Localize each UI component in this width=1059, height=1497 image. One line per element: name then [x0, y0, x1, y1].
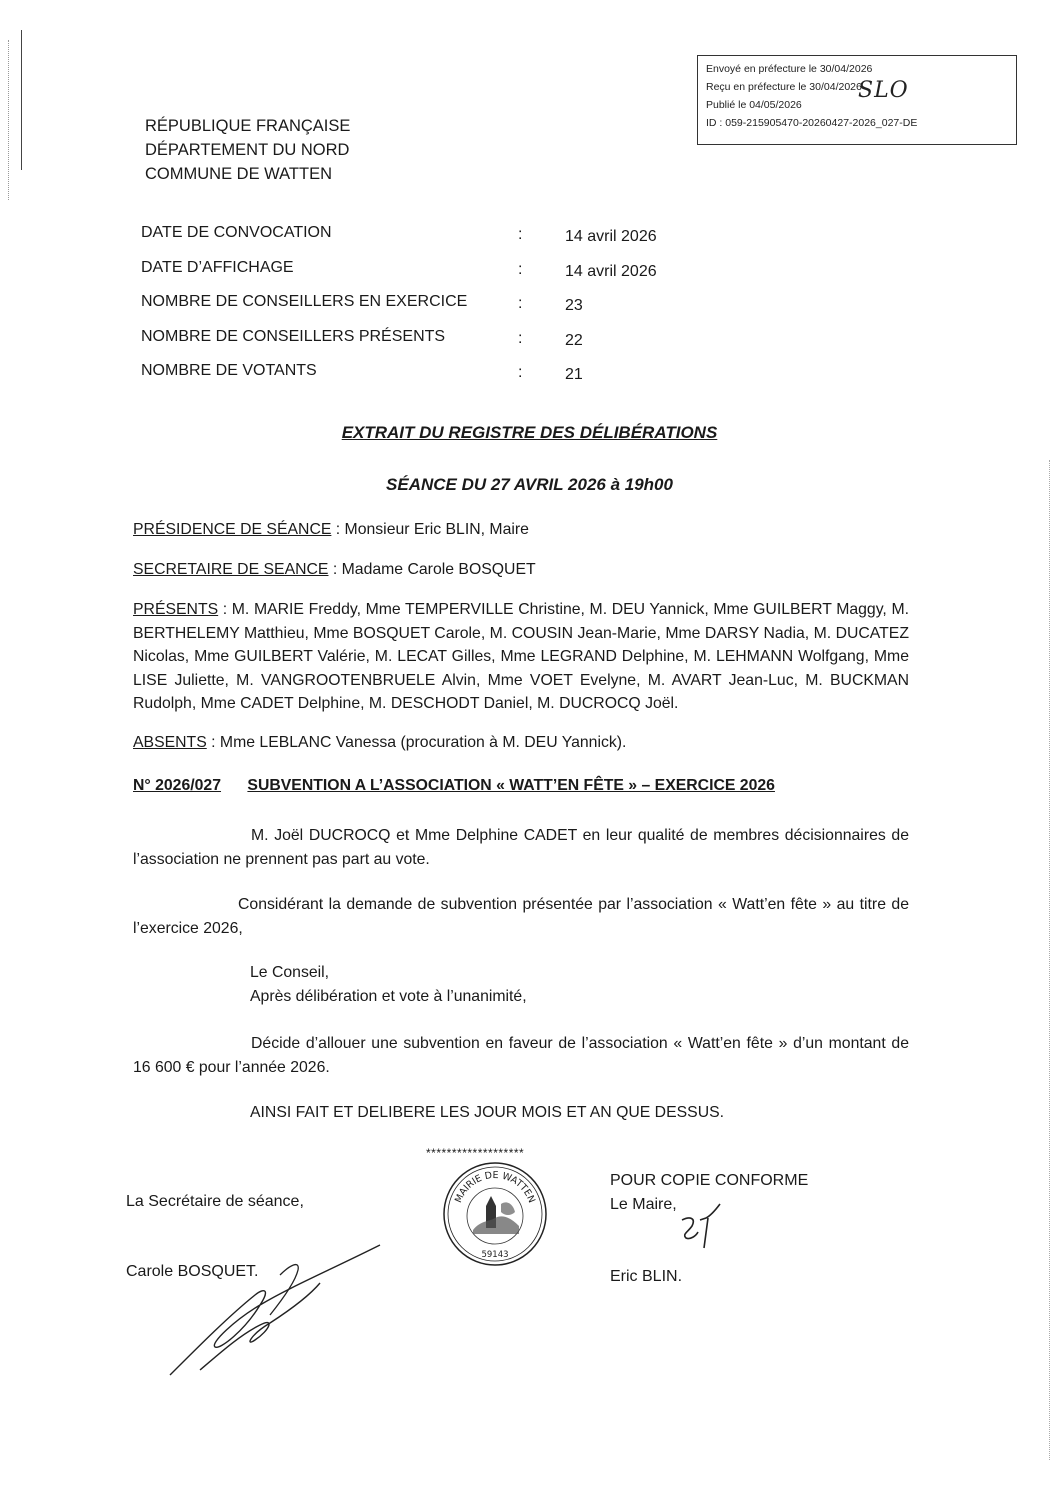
info-value: 23: [565, 297, 583, 314]
absents-value: : Mme LEBLANC Vanessa (procuration à M. DEU Yannick).: [206, 734, 627, 751]
secretary-name: Carole BOSQUET.: [126, 1263, 259, 1280]
presidence-line: [133, 518, 909, 542]
info-value: 14 avril 2026: [565, 228, 657, 245]
absents-line: [133, 731, 909, 755]
closing-line: AINSI FAIT ET DELIBERE LES JOUR MOIS ET AN QUE DESSUS.: [250, 1104, 725, 1121]
info-row: [141, 293, 701, 328]
document-header: [145, 114, 350, 186]
extract-title: EXTRAIT DU REGISTRE DES DÉLIBÉRATIONS: [341, 423, 718, 442]
commune-label: COMMUNE DE WATTEN: [145, 165, 332, 183]
deliberation-subject: SUBVENTION A L’ASSOCIATION « WATT’EN FÊTE » – EXERCICE 2026: [247, 777, 775, 794]
stamp-received-line: Reçu en préfecture le 30/04/2026: [706, 81, 862, 93]
presents-label: PRÉSENTS: [133, 601, 219, 618]
presidence-label: PRÉSIDENCE DE SÉANCE: [133, 521, 332, 538]
presents-value: : M. MARIE Freddy, Mme TEMPERVILLE Christine, M. DEU Yannick, Mme GUILBERT Maggy, M. BERTHELEMY Matthieu, Mme BOSQUET Carole, M. COUSIN Jean-Marie, Mme DARSY Nadia, M. DUCATEZ Nicolas, Mme GUILBERT Valérie, M. LECAT Gilles, Mme LEGRAND Delphine, M. LEHMANN Wolfgang, Mme LISE Juliette, M. VANGROOTENBRUELE Alvin, Mme VOET Evelyne, M. AVART Jean-Luc, M. BUCKMAN Rudolph, Mme CADET Delphine, M. DESCHODT Daniel, M. DUCROCQ Joël.: [133, 601, 909, 712]
info-row: [141, 259, 701, 294]
presidence-value: : Monsieur Eric BLIN, Maire: [331, 521, 529, 538]
info-label: DATE DE CONVOCATION: [141, 224, 332, 241]
seal-text-bottom: 59143: [481, 1250, 509, 1260]
paragraph-considering: Considérant la demande de subvention présentée par l’association « Watt’en fête » au titre de l’exercice 2026,: [133, 896, 909, 937]
mayor-signature: [670, 1198, 730, 1258]
paragraph-members: M. Joël DUCROCQ et Mme Delphine CADET en leur qualité de membres décisionnaires de l’association ne prennent pas part au vote.: [133, 827, 909, 868]
info-separator: :: [518, 329, 523, 347]
secretaire-value: : Madame Carole BOSQUET: [328, 561, 536, 578]
info-separator: :: [518, 226, 523, 243]
info-row: [141, 362, 701, 397]
deliberation-number: N° 2026/027: [133, 777, 222, 794]
scan-edge-dots: [8, 40, 10, 200]
info-row: [141, 328, 701, 363]
session-title: SÉANCE DU 27 AVRIL 2026 à 19h00: [386, 475, 673, 494]
paragraph-decision: Décide d’allouer une subvention en faveur de l’association « Watt’en fête » d’un montant de 16 600 € pour l’année 2026.: [133, 1035, 909, 1076]
info-separator: :: [518, 364, 523, 381]
mayor-title: Le Maire,: [610, 1196, 677, 1213]
info-label: DATE D’AFFICHAGE: [141, 258, 294, 276]
mayor-name: Eric BLIN.: [610, 1268, 683, 1285]
department-label: DÉPARTEMENT DU NORD: [145, 141, 350, 159]
scan-edge-line: [21, 30, 22, 170]
secretary-signature: [160, 1235, 390, 1385]
info-separator: :: [518, 260, 523, 278]
deliberation-heading: [133, 777, 775, 795]
presents-paragraph: [133, 598, 909, 716]
copy-conforme-label: POUR COPIE CONFORME: [610, 1172, 809, 1189]
info-label: NOMBRE DE CONSEILLERS EN EXERCICE: [141, 293, 468, 310]
secretaire-line: [133, 558, 909, 582]
info-separator: :: [518, 295, 523, 312]
town-seal: [441, 1160, 549, 1268]
scan-edge-dots-right: [1049, 460, 1051, 1460]
seal-text-top: MAIRIE DE WATTEN: [453, 1169, 537, 1205]
absents-label: ABSENTS: [133, 734, 207, 751]
stamp-sent-line: Envoyé en préfecture le 30/04/2026: [706, 63, 873, 75]
info-value: 22: [565, 331, 583, 349]
secretaire-label: SECRETAIRE DE SEANCE: [133, 561, 329, 578]
council-line: Le Conseil,: [250, 964, 330, 981]
info-value: 21: [565, 366, 583, 383]
stars-divider: *******************: [426, 1146, 525, 1160]
meeting-info-table: [141, 224, 701, 397]
prefecture-stamp: [697, 55, 1017, 145]
republic-label: RÉPUBLIQUE FRANÇAISE: [145, 117, 351, 135]
secretary-title: La Secrétaire de séance,: [126, 1193, 304, 1210]
info-label: NOMBRE DE CONSEILLERS PRÉSENTS: [141, 327, 446, 345]
stamp-id-line: ID : 059-215905470-20260427-2026_027-DE: [706, 117, 918, 129]
stamp-published-line: Publié le 04/05/2026: [706, 99, 802, 111]
vote-line: Après délibération et vote à l’unanimité,: [250, 988, 527, 1005]
stamp-handwritten-mark: SLO: [858, 78, 909, 103]
info-row: [141, 224, 701, 259]
info-value: 14 avril 2026: [565, 262, 657, 280]
info-label: NOMBRE DE VOTANTS: [141, 362, 317, 379]
